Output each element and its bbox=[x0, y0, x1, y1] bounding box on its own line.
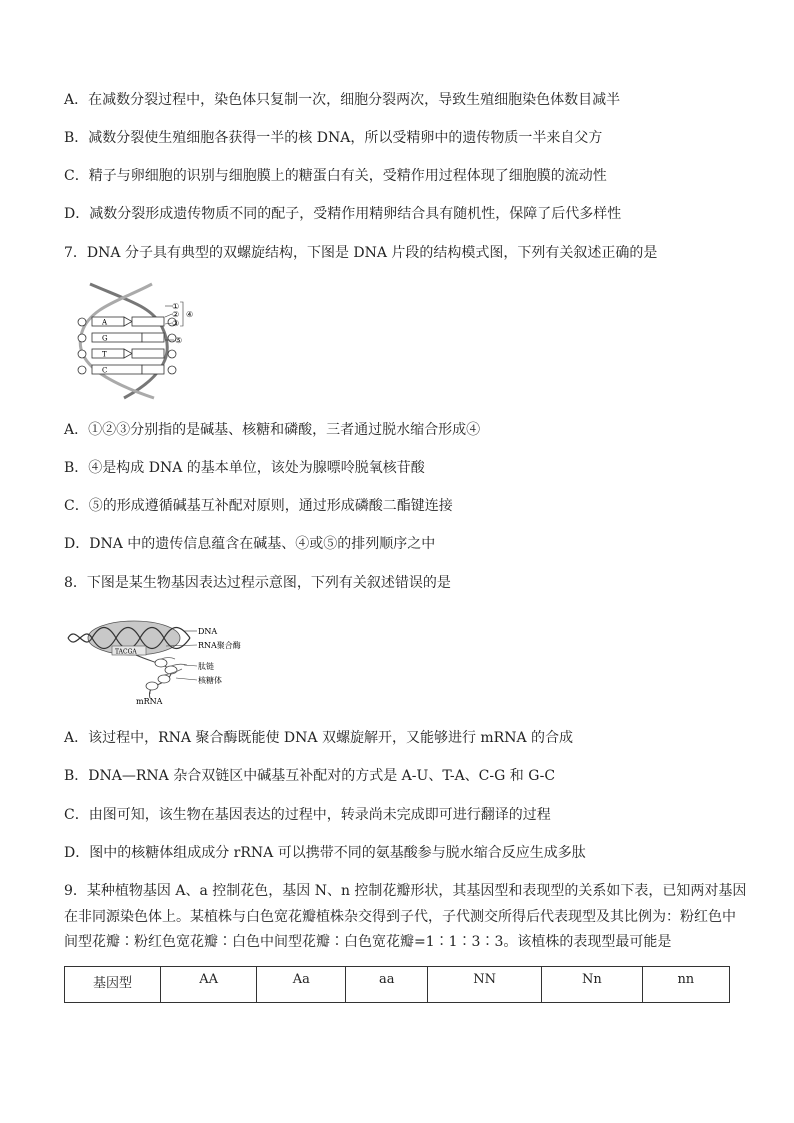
table-row bbox=[65, 967, 730, 1003]
q7-option-c: C．⑤的形成遵循碱基互补配对原则，通过形成磷酸二酯键连接 bbox=[64, 498, 453, 514]
label-ribosome: 核糖体 bbox=[198, 676, 222, 685]
q9-stem-line-3: 间型花瓣∶粉红色宽花瓣∶白色中间型花瓣∶白色宽花瓣=1∶1∶3∶3。该植株的表现型最可能是 bbox=[64, 934, 672, 950]
table-cell: AA bbox=[161, 967, 257, 1003]
q8-option-c: C．由图可知，该生物在基因表达的过程中，转录尚未完成即可进行翻译的过程 bbox=[64, 807, 551, 823]
label-peptide: 肽链 bbox=[198, 662, 214, 671]
label-rna-polymerase: RNA聚合酶 bbox=[198, 641, 241, 650]
q6-option-d: D．减数分裂形成遗传物质不同的配子，受精作用精卵结合具有随机性，保障了后代多样性 bbox=[64, 206, 622, 222]
q7-option-b: B．④是构成 DNA 的基本单位，该处为腺嘌呤脱氧核苷酸 bbox=[64, 460, 425, 476]
q7-option-d: D．DNA 中的遗传信息蕴含在碱基、④或⑤的排列顺序之中 bbox=[64, 536, 436, 552]
table-cell: Aa bbox=[257, 967, 346, 1003]
marker-5: ⑤ bbox=[175, 336, 183, 345]
marker-2: ② bbox=[172, 310, 180, 319]
dna-sequence: TACGA bbox=[115, 648, 137, 656]
q8-option-b: B．DNA—RNA 杂合双链区中碱基互补配对的方式是 A-U、T-A、C-G 和 G-C bbox=[64, 768, 556, 784]
q9-stem-line-2: 在非同源染色体上。某植株与白色宽花瓣植株杂交得到子代，子代测交所得后代表现型及其比例为：粉红色中 bbox=[64, 909, 736, 925]
genotype-table bbox=[64, 966, 730, 1003]
table-cell: aa bbox=[346, 967, 428, 1003]
base-c-label: C bbox=[102, 366, 108, 375]
label-mrna: mRNA bbox=[136, 697, 163, 706]
marker-3: ③ bbox=[172, 319, 180, 328]
marker-1: ① bbox=[172, 302, 180, 311]
base-g-label: G bbox=[102, 334, 108, 343]
marker-4: ④ bbox=[186, 310, 194, 319]
table-cell: nn bbox=[642, 967, 729, 1003]
table-cell: NN bbox=[428, 967, 542, 1003]
table-cell: 基因型 bbox=[65, 967, 161, 1003]
q8-option-d: D．图中的核糖体组成成分 rRNA 可以携带不同的氨基酸参与脱水缩合反应生成多肽 bbox=[64, 845, 586, 861]
q6-option-c: C．精子与卵细胞的识别与细胞膜上的糖蛋白有关，受精作用过程体现了细胞膜的流动性 bbox=[64, 168, 607, 184]
q6-option-a: A．在减数分裂过程中，染色体只复制一次，细胞分裂两次，导致生殖细胞染色体数目减半 bbox=[64, 92, 621, 108]
q7-option-a: A．①②③分别指的是碱基、核糖和磷酸，三者通过脱水缩合形成④ bbox=[64, 422, 481, 438]
gene-expression-figure bbox=[66, 614, 246, 706]
table-cell: Nn bbox=[542, 967, 643, 1003]
q8-stem: 8．下图是某生物基因表达过程示意图，下列有关叙述错误的是 bbox=[64, 575, 451, 591]
base-t-label: T bbox=[102, 350, 107, 359]
q7-stem: 7．DNA 分子具有典型的双螺旋结构，下图是 DNA 片段的结构模式图，下列有关叙述正确的是 bbox=[64, 245, 658, 261]
base-a-label: A bbox=[102, 318, 108, 327]
dna-structure-figure bbox=[62, 282, 202, 400]
q6-option-b: B．减数分裂使生殖细胞各获得一半的核 DNA，所以受精卵中的遗传物质一半来自父方 bbox=[64, 130, 603, 146]
label-dna: DNA bbox=[198, 627, 218, 636]
q9-stem-line-1: 9．某种植物基因 A、a 控制花色，基因 N、n 控制花瓣形状，其基因型和表现型的关系如下表，已知两对基因 bbox=[64, 883, 747, 899]
q8-option-a: A．该过程中，RNA 聚合酶既能使 DNA 双螺旋解开，又能够进行 mRNA 的合成 bbox=[64, 730, 574, 746]
